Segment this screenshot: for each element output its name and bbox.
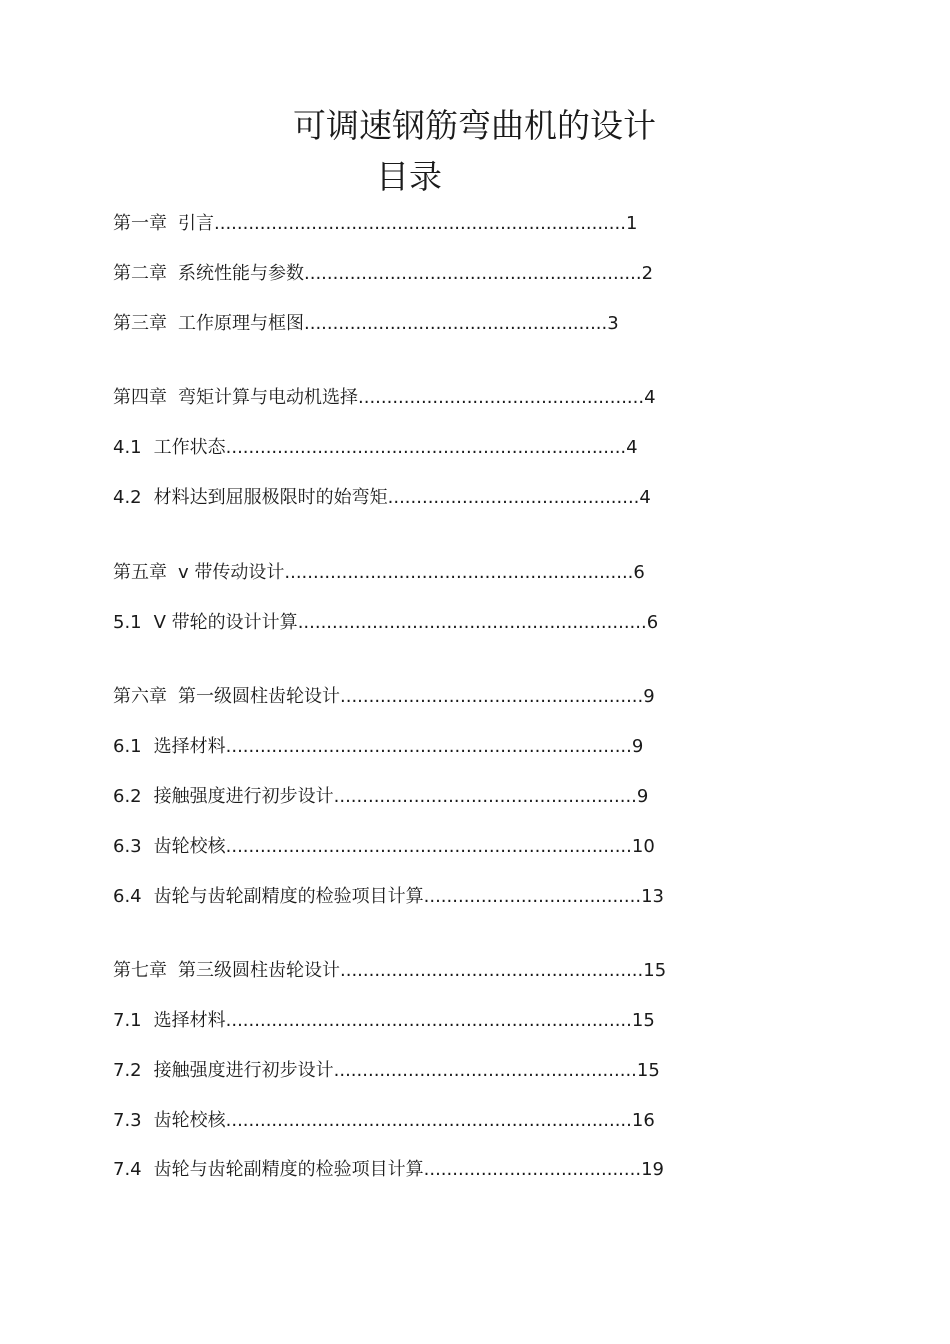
toc-entry-number: 7.4	[113, 1159, 142, 1180]
toc-entry-title: 材料达到屈服极限时的始弯矩	[153, 487, 388, 508]
toc-entry-title: 第一级圆柱齿轮设计	[178, 686, 340, 707]
toc-entry-title: 选择材料	[153, 1010, 226, 1031]
toc-entry-section-4-2[interactable]	[113, 486, 651, 510]
toc-entry-page: 19	[641, 1159, 664, 1180]
toc-entry-section-5-1[interactable]	[113, 611, 658, 635]
toc-entry-leader: .....................................................	[333, 786, 637, 807]
toc-entry-page: 9	[631, 736, 644, 757]
toc-entry-page: 15	[643, 960, 667, 981]
toc-entry-chapter-5[interactable]	[113, 561, 645, 585]
toc-entry-leader: .....................................................	[304, 313, 608, 334]
toc-entry-number: 5.1	[113, 612, 142, 633]
toc-entry-section-7-3[interactable]	[113, 1109, 655, 1133]
toc-entry-leader: ............................................	[387, 487, 640, 508]
toc-entry-title: 工作原理与框图	[178, 313, 304, 334]
toc-entry-page: 13	[641, 886, 664, 907]
toc-entry-page: 15	[631, 1010, 655, 1031]
toc-entry-page: 15	[636, 1060, 660, 1081]
toc-entry-leader: .......................................................................	[225, 1110, 632, 1131]
toc-entry-section-6-1[interactable]	[113, 735, 643, 759]
toc-entry-leader: .............................................................	[297, 612, 647, 633]
toc-entry-page: 10	[631, 836, 655, 857]
toc-entry-page: 9	[643, 686, 655, 707]
toc-entry-leader: .......................................................................	[225, 836, 632, 857]
toc-entry-number: 第四章	[113, 387, 167, 408]
document-title: 可调速钢筋弯曲机的设计	[293, 106, 656, 145]
toc-entry-section-7-4[interactable]	[113, 1158, 664, 1182]
toc-entry-chapter-6[interactable]	[113, 685, 655, 709]
toc-entry-number: 第七章	[113, 960, 167, 981]
toc-entry-title: 弯矩计算与电动机选择	[178, 387, 358, 408]
toc-entry-title: 齿轮与齿轮副精度的检验项目计算	[153, 1159, 424, 1180]
toc-entry-number: 第二章	[113, 263, 167, 284]
toc-entry-number: 第六章	[113, 686, 167, 707]
toc-entry-title: 齿轮与齿轮副精度的检验项目计算	[153, 886, 424, 907]
toc-entry-section-7-1[interactable]	[113, 1009, 655, 1033]
toc-entry-leader: .............................................................	[284, 562, 634, 583]
toc-entry-number: 6.4	[113, 886, 142, 907]
toc-entry-number: 第三章	[113, 313, 167, 334]
toc-entry-section-4-1[interactable]	[113, 436, 638, 460]
toc-entry-leader: ..................................................	[358, 387, 645, 408]
toc-entry-section-7-2[interactable]	[113, 1059, 660, 1083]
toc-entry-chapter-1[interactable]	[113, 212, 637, 236]
toc-entry-leader: ...........................................................	[304, 263, 642, 284]
toc-entry-page: 4	[644, 387, 656, 408]
toc-entry-page: 4	[639, 487, 651, 508]
toc-entry-chapter-3[interactable]	[113, 312, 619, 336]
toc-entry-title: 齿轮校核	[153, 836, 226, 857]
toc-entry-leader: .....................................................	[333, 1060, 637, 1081]
toc-entry-page: 16	[631, 1110, 655, 1131]
toc-entry-title: 接触强度进行初步设计	[153, 786, 334, 807]
toc-entry-title: 齿轮校核	[153, 1110, 226, 1131]
toc-entry-title: 接触强度进行初步设计	[153, 1060, 334, 1081]
toc-entry-title: 选择材料	[153, 736, 226, 757]
toc-entry-leader: .......................................................................	[225, 1010, 632, 1031]
toc-entry-page: 1	[625, 213, 638, 234]
toc-entry-title: 工作状态	[153, 437, 226, 458]
toc-entry-page: 6	[633, 562, 645, 583]
toc-entry-number: 7.1	[113, 1010, 142, 1031]
toc-entry-leader: ......................................................................	[225, 437, 627, 458]
toc-entry-page: 4	[626, 437, 638, 458]
toc-entry-title: 系统性能与参数	[178, 263, 304, 284]
toc-entry-page: 9	[636, 786, 649, 807]
toc-entry-leader: ........................................................................	[214, 213, 626, 234]
toc-entry-page: 2	[641, 263, 654, 284]
toc-entry-section-6-2[interactable]	[113, 785, 648, 809]
toc-entry-leader: .....................................................	[340, 960, 644, 981]
toc-entry-number: 7.3	[113, 1110, 142, 1131]
toc-entry-page: 3	[607, 313, 619, 334]
toc-entry-chapter-4[interactable]	[113, 386, 656, 410]
toc-entry-number: 6.3	[113, 836, 142, 857]
toc-entry-leader: ......................................	[423, 886, 642, 907]
toc-entry-number: 4.1	[113, 437, 142, 458]
toc-entry-number: 第一章	[113, 213, 167, 234]
toc-entry-title: v 带传动设计	[178, 562, 285, 583]
toc-entry-number: 4.2	[113, 487, 142, 508]
toc-entry-title: 第三级圆柱齿轮设计	[178, 960, 340, 981]
toc-entry-section-6-4[interactable]	[113, 885, 664, 909]
toc-entry-leader: ......................................	[423, 1159, 642, 1180]
toc-entry-number: 6.1	[113, 736, 142, 757]
toc-entry-leader: .....................................................	[340, 686, 644, 707]
toc-entry-title: V 带轮的设计计算	[153, 612, 298, 633]
toc-entry-chapter-2[interactable]	[113, 262, 653, 286]
toc-entry-leader: .......................................................................	[225, 736, 632, 757]
toc-entry-number: 第五章	[113, 562, 167, 583]
toc-heading: 目录	[376, 157, 442, 196]
toc-entry-number: 7.2	[113, 1060, 142, 1081]
toc-entry-chapter-7[interactable]	[113, 959, 666, 983]
toc-entry-section-6-3[interactable]	[113, 835, 655, 859]
toc-entry-page: 6	[646, 612, 659, 633]
toc-entry-title: 引言	[178, 213, 214, 234]
toc-entry-number: 6.2	[113, 786, 142, 807]
